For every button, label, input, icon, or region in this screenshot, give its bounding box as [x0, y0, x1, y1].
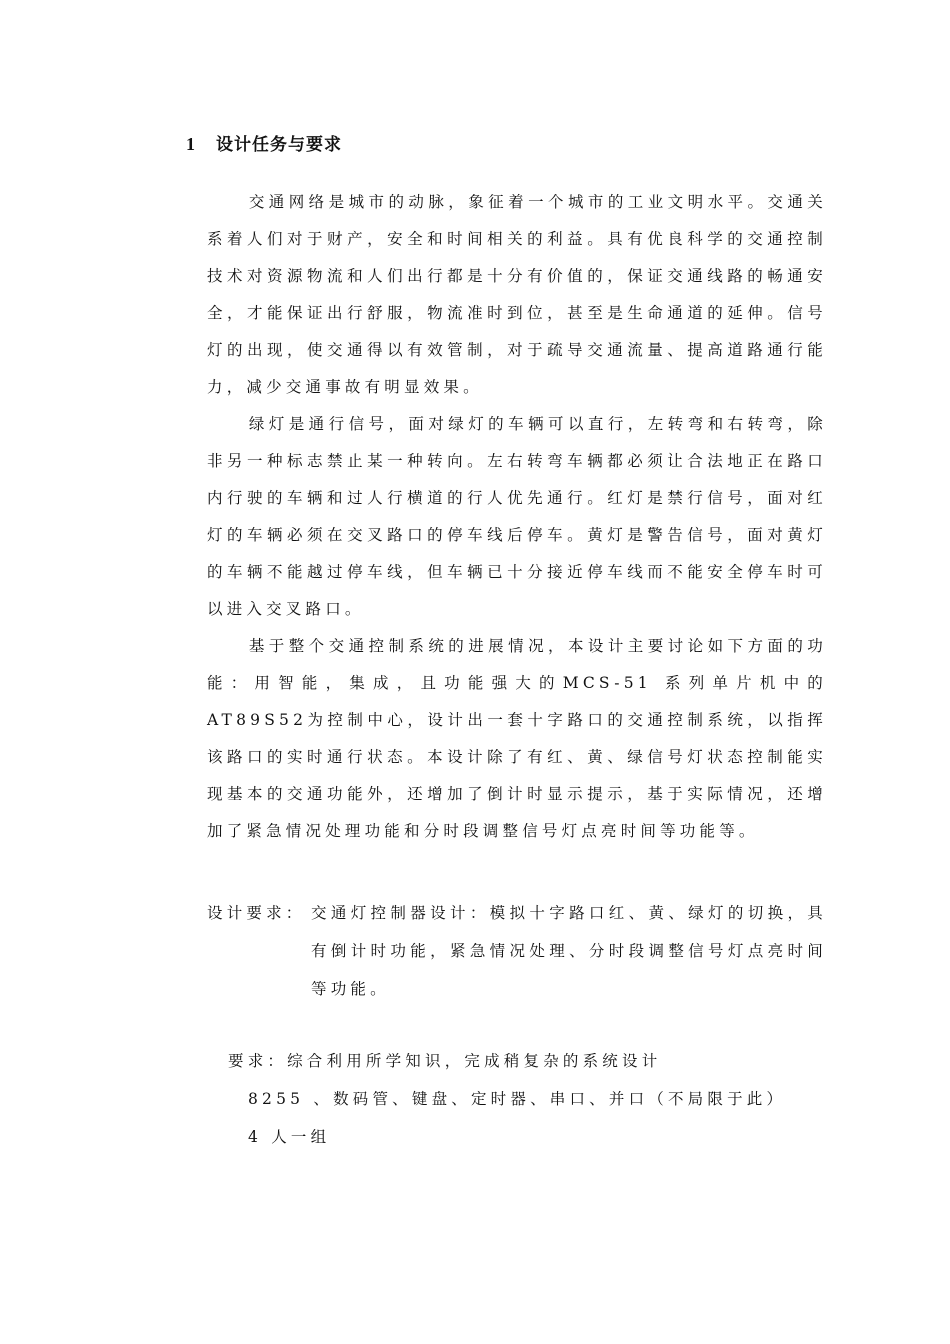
- section-heading: [186, 130, 342, 155]
- design-requirement-label: 设计要求：: [207, 904, 306, 922]
- section-title: 设计任务与要求: [216, 135, 342, 155]
- notes-line-requirement: 要求：综合利用所学知识，完成稍复杂的系统设计: [228, 1052, 662, 1070]
- notes-line-group-size: 4 人一组: [248, 1128, 331, 1146]
- paragraph-traffic-network: 交通网络是城市的动脉，象征着一个城市的工业文明水平。交通关系着人们对于财产，安全和时间相关的利益。具有优良科学的交通控制技术对资源物流和人们出行都是十分有价值的，保证交通线路的畅通安全，才能保证出行舒服，物流准时到位，甚至是生命通道的延伸。信号灯的出现，使交通得以有效管制，对于疏导交通流量、提高道路通行能力，减少交通事故有明显效果。: [207, 193, 827, 396]
- requirement-notes: [228, 1042, 786, 1156]
- section-number: 1: [186, 134, 196, 154]
- paragraph-design-scope: 基于整个交通控制系统的进展情况，本设计主要讨论如下方面的功能：用智能，集成，且功能强大的MCS-51 系列单片机中的AT89S52为控制中心，设计出一套十字路口的交通控制系统，以指挥该路口的实时通行状态。本设计除了有红、黄、绿信号灯状态控制能实现基本的交通功能外，还增加了倒计时显示提示，基于实际情况，还增加了紧急情况处理功能和分时段调整信号灯点亮时间等功能等。: [207, 637, 827, 840]
- intro-paragraph-block: [207, 184, 827, 850]
- notes-line-components: 8255 、数码管、键盘、定时器、串口、并口（不局限于此）: [248, 1090, 787, 1108]
- paragraph-green-light: 绿灯是通行信号，面对绿灯的车辆可以直行，左转弯和右转弯，除非另一种标志禁止某一种转向。左右转弯车辆都必须让合法地正在路口内行驶的车辆和过人行横道的行人优先通行。红灯是禁行信号，面对红灯的车辆必须在交叉路口的停车线后停车。黄灯是警告信号，面对黄灯的车辆不能越过停车线，但车辆已十分接近停车线而不能安全停车时可以进入交叉路口。: [207, 415, 827, 618]
- design-requirement-text: 交通灯控制器设计：模拟十字路口红、黄、绿灯的切换，具有倒计时功能，紧急情况处理、分时段调整信号灯点亮时间等功能。: [311, 904, 827, 998]
- design-requirement: [207, 894, 827, 1008]
